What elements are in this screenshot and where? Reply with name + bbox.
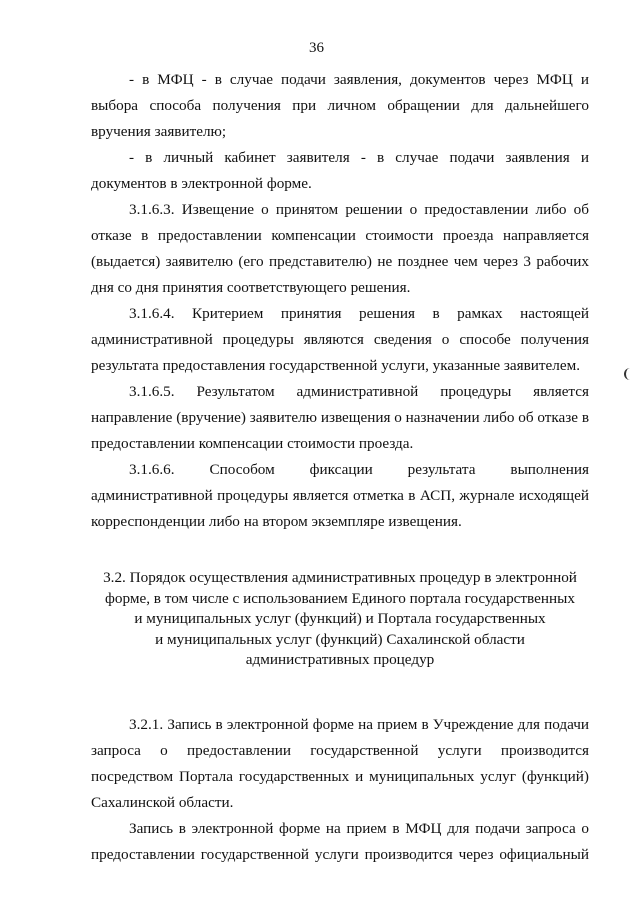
paragraph: - в личный кабинет заявителя - в случае подачи заявления и документов в электронной форме.	[91, 149, 589, 192]
heading-line: административных процедур	[245, 651, 435, 668]
heading-line: 3.2. Порядок осуществления административных процедур в электронной	[103, 569, 577, 586]
section-heading	[91, 568, 589, 671]
heading-line: и муниципальных услуг (функций) Сахалинской области	[155, 630, 525, 648]
paragraph: 3.1.6.4. Критерием принятия решения в рамках настоящей административной процедуры являются сведения о способе получения результата предоставления государственной услуги, указанные заявителем.	[91, 305, 589, 374]
document-body	[91, 67, 589, 868]
paragraph: 3.1.6.3. Извещение о принятом решении о предоставлении либо об отказе в предоставлении компенсации стоимости проезда направляется (выдается) заявителю (его представителю) не позднее чем через 3 рабочих дня со дня принятия соответствующего решения.	[91, 201, 589, 296]
paragraph: 3.1.6.6. Способом фиксации результата выполнения административной процедуры является отметка в АСП, журнале исходящей корреспонденции либо на втором экземпляре извещения.	[91, 461, 589, 530]
margin-scan-mark	[624, 368, 631, 380]
paragraph: Запись в электронной форме на прием в МФЦ для подачи запроса о предоставлении государственной услуги производится через официальный	[91, 819, 589, 863]
paragraph: 3.1.6.5. Результатом административной процедуры является направление (вручение) заявителю извещения о назначении либо об отказе в предоставлении компенсации стоимости проезда.	[91, 383, 589, 452]
heading-line: и муниципальных услуг (функций) и Портала государственных	[134, 610, 546, 627]
page-number: 36	[309, 40, 324, 56]
paragraph: 3.2.1. Запись в электронной форме на прием в Учреждение для подачи запроса о предоставлении государственной услуги производится посредством Портала государственных и муниципальных услуг (функций) Сахалинской области.	[91, 715, 589, 811]
paragraph: - в МФЦ - в случае подачи заявления, документов через МФЦ и выбора способа получения при личном обращении для дальнейшего вручения заявителю;	[91, 71, 589, 140]
heading-line: форме, в том числе с использованием Единого портала государственных	[105, 589, 575, 607]
